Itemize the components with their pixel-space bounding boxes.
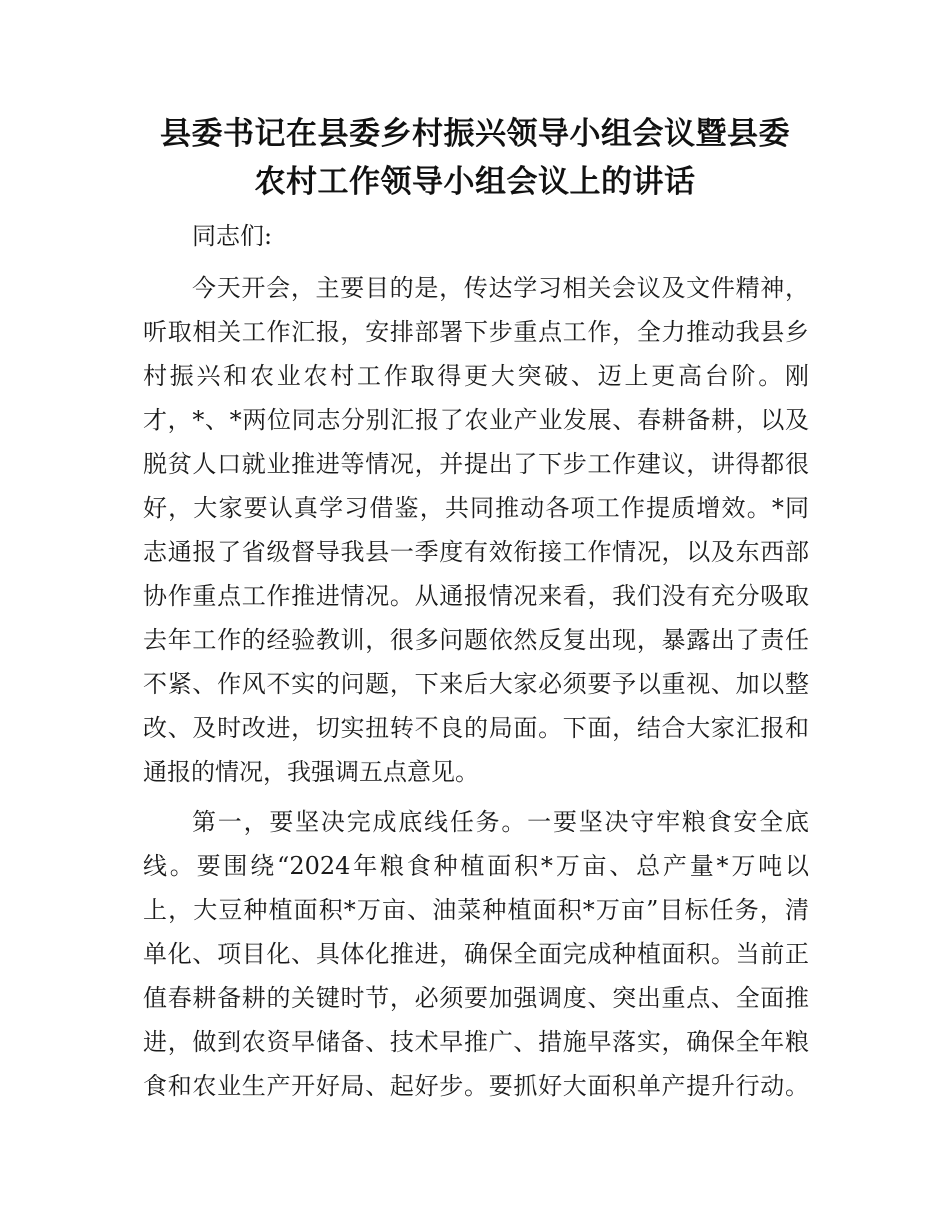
- paragraph-1-line: 今天开会，主要目的是，传达学习相关会议及文件精神，: [192, 274, 809, 302]
- paragraph-2-line: 线。要围绕“2024年粮食种植面积*万亩、总产量*万吨以: [143, 852, 809, 880]
- paragraph-2-line: 食和农业生产开好局、起好步。要抓好大面积单产提升行动。: [143, 1072, 809, 1100]
- paragraph-1-line: 才，*、*两位同志分别汇报了农业产业发展、春耕备耕，以及: [143, 406, 809, 434]
- paragraph-1-line: 改、及时改进，切实扭转不良的局面。下面，结合大家汇报和: [143, 714, 809, 742]
- paragraph-1-line: 去年工作的经验教训，很多问题依然反复出现，暴露出了责任: [143, 626, 809, 654]
- salutation: 同志们:: [192, 222, 273, 250]
- paragraph-1-line: 好，大家要认真学习借鉴，共同推动各项工作提质增效。*同: [143, 494, 809, 522]
- paragraph-2-line: 第一，要坚决完成底线任务。一要坚决守牢粮食安全底: [192, 808, 809, 836]
- paragraph-1-line: 脱贫人口就业推进等情况，并提出了下步工作建议，讲得都很: [143, 450, 809, 478]
- document-title-line-1: 县委书记在县委乡村振兴领导小组会议暨县委: [160, 116, 790, 152]
- paragraph-1-line: 通报的情况，我强调五点意见。: [143, 758, 479, 786]
- paragraph-2-line: 进，做到农资早储备、技术早推广、措施早落实，确保全年粮: [143, 1028, 809, 1056]
- document-title-line-2: 农村工作领导小组会议上的讲话: [254, 164, 696, 200]
- paragraph-1-line: 志通报了省级督导我县一季度有效衔接工作情况，以及东西部: [143, 538, 809, 566]
- paragraph-1-line: 不紧、作风不实的问题，下来后大家必须要予以重视、加以整: [143, 670, 809, 698]
- paragraph-1-line: 听取相关工作汇报，安排部署下步重点工作，全力推动我县乡: [143, 318, 809, 346]
- paragraph-2-line: 单化、项目化、具体化推进，确保全面完成种植面积。当前正: [143, 940, 809, 968]
- paragraph-2-line: 上，大豆种植面积*万亩、油菜种植面积*万亩”目标任务，清: [143, 896, 809, 924]
- paragraph-2-line: 值春耕备耕的关键时节，必须要加强调度、突出重点、全面推: [143, 984, 809, 1012]
- paragraph-1-line: 村振兴和农业农村工作取得更大突破、迈上更高台阶。刚: [143, 362, 809, 390]
- paragraph-1-line: 协作重点工作推进情况。从通报情况来看，我们没有充分吸取: [143, 582, 809, 610]
